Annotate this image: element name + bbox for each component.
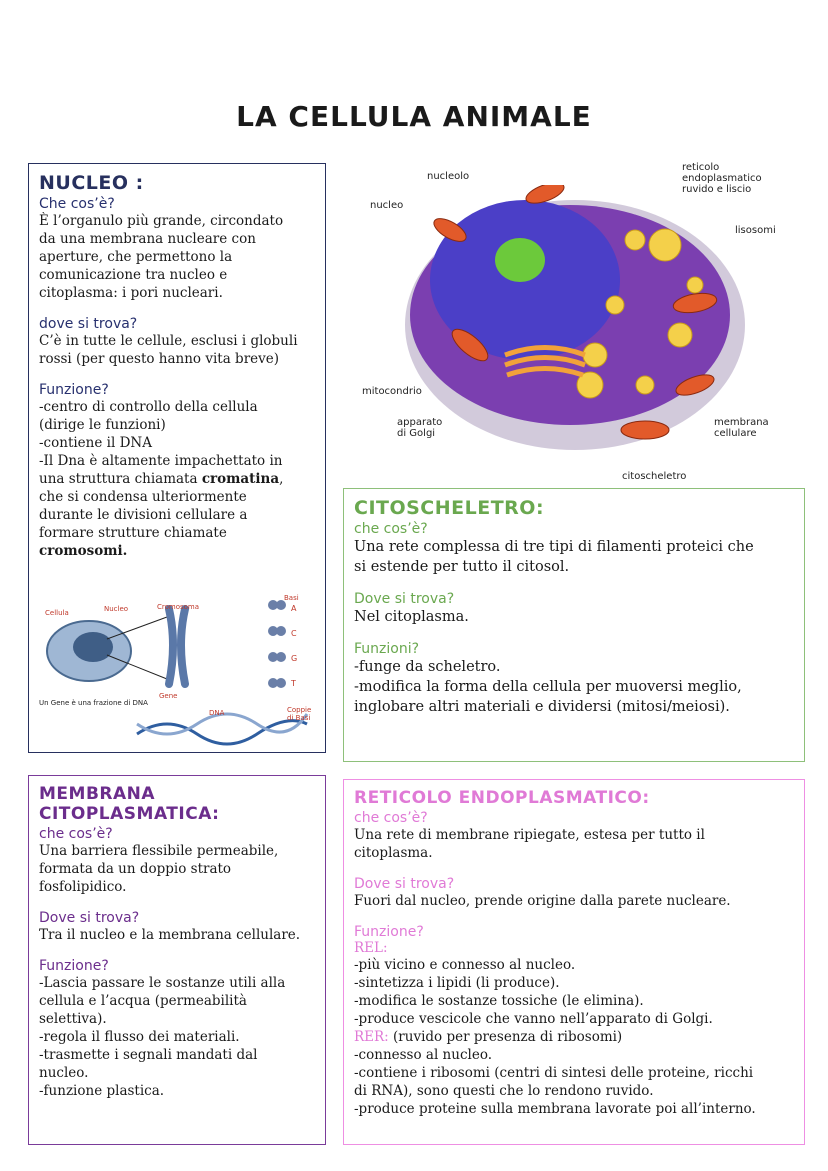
membrana-answer-function: -Lascia passare le sostanze utili alla cellula e l’acqua (permeabilità selettiva). -regola il flusso dei materiali. -trasmette i segnali mandati dal nucleo. -funzione plastica.: [39, 975, 286, 1099]
membrana-question-what: che cos’è?: [39, 826, 113, 842]
nucleo-answer-what: È l’organulo più grande, circondato da una membrana nucleare con aperture, che permettono la comunicazione tra nucleo e citoplasma: i pori nucleari.: [39, 213, 284, 301]
citoscheletro-question-function: Funzioni?: [354, 641, 420, 657]
citoscheletro-question-what: che cos’è?: [354, 521, 428, 537]
dna-caption: Un Gene è una frazione di DNA: [39, 699, 148, 707]
nucleus-shape: [73, 632, 113, 662]
membrana-question-where: Dove si trova?: [39, 910, 140, 926]
nucleo-question-function: Funzione?: [39, 382, 109, 398]
citoscheletro-question-where: Dove si trova?: [354, 591, 455, 607]
membrana-answer-what: Una barriera flessibile permeabile, formata da un doppio strato fosfolipidico.: [39, 843, 279, 895]
membrana-card: [28, 775, 326, 1145]
cell-label-membrana: membrana cellulare: [714, 417, 769, 439]
membrana-answer-where: Tra il nucleo e la membrana cellulare.: [39, 927, 301, 943]
cell-label-nucleo: nucleo: [370, 200, 404, 211]
cell-label-lisosomi: lisosomi: [735, 225, 776, 236]
nucleolus-shape: [495, 238, 545, 282]
dna-label-basi: Basi: [284, 594, 299, 602]
dna-label-c: C: [291, 629, 297, 638]
reticolo-question-what: che cos’è?: [354, 810, 428, 826]
nucleo-answer-function: [39, 398, 315, 560]
rel-label: REL:: [354, 940, 388, 956]
reticolo-card: [343, 779, 805, 1145]
membrana-heading: MEMBRANA CITOPLASMATICA:: [39, 784, 220, 824]
nucleo-question-what: Che cos’è?: [39, 196, 115, 212]
cell-label-citoscheletro: citoscheletro: [622, 471, 687, 482]
rer-note: (ruvido per presenza di ribosomi): [388, 1029, 623, 1045]
dna-label-gene: Gene: [159, 692, 178, 700]
reticolo-answer-what: Una rete di membrane ripiegate, estesa per tutto il citoplasma.: [354, 827, 705, 861]
reticolo-question-function: Funzione?: [354, 924, 424, 940]
rer-text: -connesso al nucleo. -contiene i ribosomi (centri di sintesi delle proteine, ricchi di RNA), sono questi che lo rendono ruvido. -produce proteine sulla membrana lavorate poi all’interno.: [354, 1047, 756, 1117]
dna-label-a: A: [291, 604, 297, 613]
membrana-question-function: Funzione?: [39, 958, 109, 974]
nucleo-heading: NUCLEO :: [39, 172, 144, 194]
cell-label-mitocondrio: mitocondrio: [362, 386, 422, 397]
nucleo-card: [28, 163, 326, 753]
dna-label-cromosoma: Cromosoma: [157, 603, 200, 611]
chromosome-shape: [169, 609, 185, 684]
page-title: LA CELLULA ANIMALE: [236, 100, 592, 133]
cromatina-term: cromatina: [201, 471, 280, 487]
cell-illustration: [395, 185, 755, 465]
reticolo-answer-where: Fuori dal nucleo, prende origine dalla parete nucleare.: [354, 893, 731, 909]
nucleo-question-where: dove si trova?: [39, 316, 138, 332]
nucleo-function-text: -centro di controllo della cellula (dirige le funzioni) -contiene il DNA -Il Dna è altamente impachettato in una struttura chiamata: [39, 399, 283, 487]
nucleo-function-text-2: , che si condensa ulteriormente durante le divisioni cellulare a formare strutture chiamate: [39, 471, 284, 541]
cell-label-golgi: apparato di Golgi: [397, 417, 443, 439]
cell-label-nucleolo: nucleolo: [427, 171, 470, 182]
cromosomi-term: cromosomi.: [39, 543, 128, 559]
nucleo-answer-where: C’è in tutte le cellule, esclusi i globuli rossi (per questo hanno vita breve): [39, 333, 298, 367]
dna-label-dna: DNA: [209, 709, 225, 717]
rer-label: RER:: [354, 1029, 389, 1045]
reticolo-heading: RETICOLO ENDOPLASMATICO:: [354, 788, 650, 808]
citoscheletro-answer-function: -funge da scheletro. -modifica la forma della cellula per muoversi meglio, inglobare altri materiali e dividersi (mitosi/meiosi).: [354, 659, 742, 715]
rel-text: -più vicino e connesso al nucleo. -sintetizza i lipidi (li produce). -modifica le sostanze tossiche (le elimina). -produce vescicole che vanno nell’apparato di Golgi.: [354, 957, 713, 1027]
citoscheletro-heading: CITOSCHELETRO:: [354, 497, 545, 519]
dna-label-g: G: [291, 654, 298, 663]
dna-label-cellula: Cellula: [45, 609, 69, 617]
dna-label-t: T: [291, 679, 296, 688]
dna-illustration: [37, 589, 319, 749]
dna-label-nucleo: Nucleo: [104, 605, 129, 613]
citoscheletro-answer-where: Nel citoplasma.: [354, 609, 469, 625]
rer-line: [354, 1028, 794, 1046]
citoscheletro-answer-what: Una rete complessa di tre tipi di filamenti proteici che si estende per tutto il citosol.: [354, 539, 754, 575]
reticolo-question-where: Dove si trova?: [354, 876, 455, 892]
citoscheletro-card: [343, 488, 805, 762]
cell-label-reticolo: reticolo endoplasmatico ruvido e liscio: [682, 162, 762, 195]
dna-label-coppie: Coppie di Basi: [287, 706, 312, 722]
